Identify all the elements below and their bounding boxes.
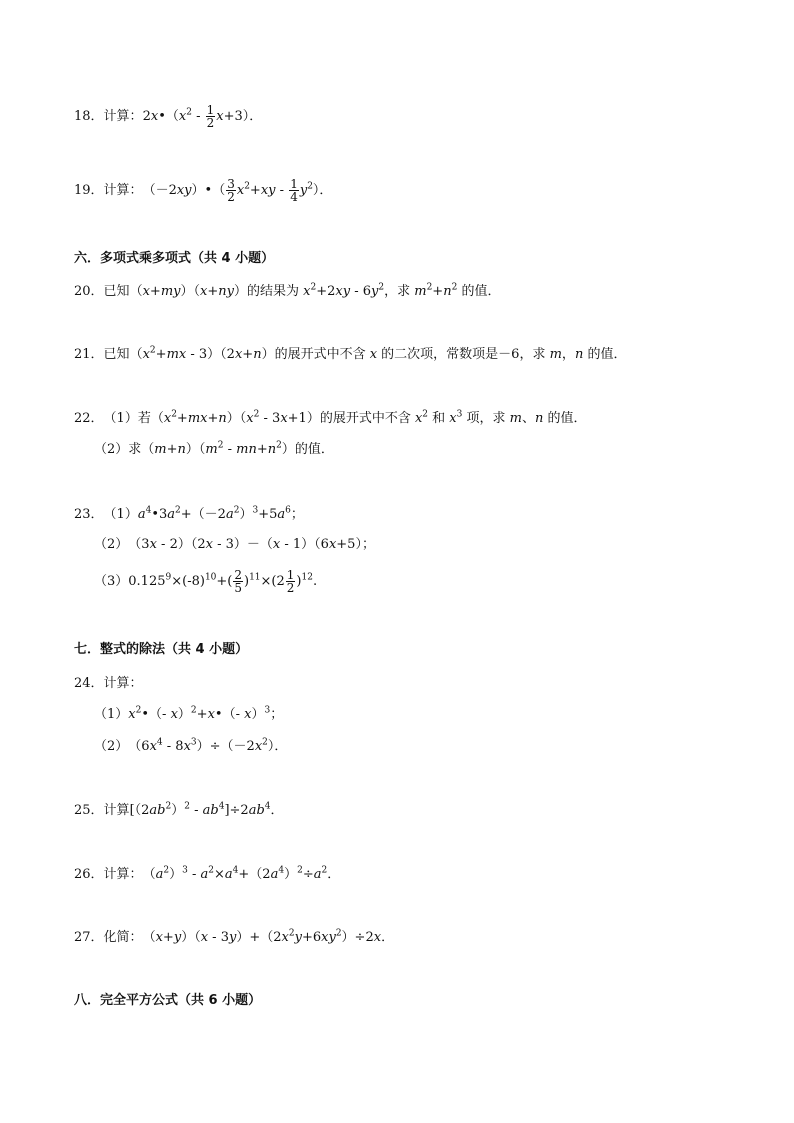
part-label: （2） <box>94 739 129 754</box>
problem-number: 20． <box>74 284 104 299</box>
problem-number: 23． <box>74 507 104 522</box>
section-heading: 六．多项式乘多项式（共 4 小题） <box>74 251 275 266</box>
math-expression: $x^2•(-$ x）$^2$+x•（- x）$^3$； <box>128 705 284 722</box>
problem-23-part-2 <box>94 536 375 554</box>
problem-number: 21． <box>74 347 104 362</box>
problem-label: 计算 <box>103 803 130 818</box>
part-label: （3） <box>94 573 129 589</box>
problem-label: 已知 <box>103 347 130 362</box>
problem-18 <box>74 104 262 129</box>
math-expression: $(x^2+mx+n)(x^2 - 3x+1)$的展开式中不含 $x^2$ 和 $x^3$ 项，求 m、n 的值． <box>150 409 587 426</box>
section-heading: 七．整式的除法（共 4 小题） <box>74 642 249 657</box>
problem-26 <box>74 866 340 884</box>
problem-19 <box>74 178 332 203</box>
part-label: （2）求 <box>94 442 142 457</box>
problem-label: 化简： <box>103 930 143 945</box>
problem-number: 27． <box>74 930 104 945</box>
section-heading: 八．完全平方公式（共 6 小题） <box>74 993 262 1008</box>
problem-23-part-3 <box>94 569 317 594</box>
problem-24-part-1 <box>94 706 283 724</box>
part-label: （1） <box>103 507 138 522</box>
math-expression: $0.125^9\times(-8)^{10}+$( $\frac{2}{5}$ )$^{11}$×(2 $\frac{1}{2}$ )$^{12}$. <box>128 568 318 595</box>
math-expression: $[(2ab^2)^2 - ab^4]\div 2ab^4$． <box>129 801 284 818</box>
problem-label: 计算： <box>103 867 143 882</box>
problem-number: 18． <box>74 108 104 124</box>
math-expression: $(6x^4 - 8x^3)\div(-2x^2)$． <box>128 737 288 754</box>
math-expression: $(x^2+mx - 3)(2x+n)$的展开式中不含 x 的二次项，常数项是－6，求 m，n 的值． <box>129 345 627 362</box>
problem-number: 24． <box>74 676 104 691</box>
problem-label: 已知 <box>103 284 130 299</box>
problem-21 <box>74 346 626 364</box>
math-expression: （－2xy）•（ $\frac{3}{2}$ $x^2+xy$ - $\frac{1}{4}$ $y^2$）． <box>142 177 333 204</box>
problem-label: 计算： <box>103 182 143 198</box>
math-expression: $a^4•3a^2+(-2a^2)^3+5a^6$； <box>137 505 304 522</box>
math-expression: $2x•(x^2$ - $\frac{1}{2}$ x+3）． <box>142 103 263 130</box>
problem-22-part-1 <box>74 410 587 428</box>
problem-number: 22． <box>74 411 104 426</box>
math-expression: $(m+n)(m^2 - mn+n^2)$的值． <box>141 440 334 457</box>
problem-number: 19． <box>74 182 104 198</box>
problem-number: 26． <box>74 867 104 882</box>
problem-24 <box>74 675 143 693</box>
problem-25 <box>74 802 284 820</box>
math-expression: （3x - 2）（2x - 3）－（x - 1）（6x+5）； <box>128 537 375 552</box>
problem-24-part-2 <box>94 738 287 756</box>
part-label: （1）若 <box>103 411 151 426</box>
math-expression: （x+my）（x+ny）的结果为 $x^2+2xy - 6y^2$，求 $m^2+n^2$ 的值． <box>129 282 501 299</box>
problem-22-part-2 <box>94 441 334 459</box>
math-expression: $(x+y)(x - 3y)+(2x^2y+6xy^2)\div 2x$． <box>142 928 395 945</box>
problem-number: 25． <box>74 803 104 818</box>
problem-23-part-1 <box>74 506 304 524</box>
problem-label: 计算： <box>103 676 143 691</box>
part-label: （1） <box>94 707 129 722</box>
problem-20 <box>74 283 500 301</box>
problem-label: 计算： <box>103 108 143 124</box>
math-expression: $(a^2)^3 - a^2\times a^4+(2a^4)^2\div a^2$． <box>142 865 341 882</box>
problem-27 <box>74 929 394 947</box>
part-label: （2） <box>94 537 129 552</box>
